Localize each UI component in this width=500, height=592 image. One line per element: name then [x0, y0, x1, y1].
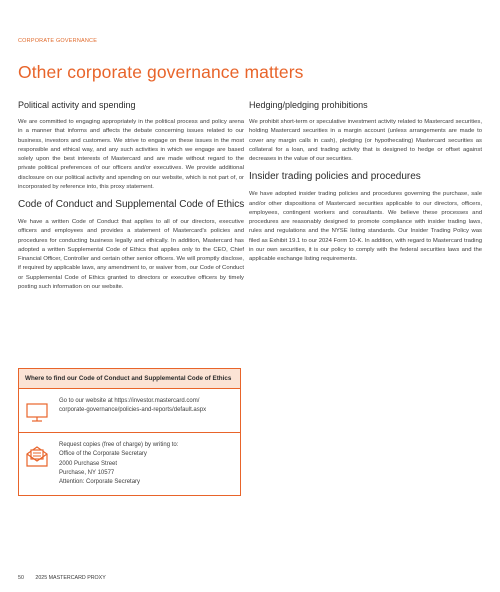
callout-website-row — [19, 389, 240, 432]
mail-line: Purchase, NY 10577 — [59, 469, 115, 476]
mail-line: Request copies (free of charge) by writing to: — [59, 442, 179, 448]
monitor-icon — [25, 400, 49, 424]
mail-line: Attention: Corporate Secretary — [59, 479, 141, 486]
website-line: Go to our website at https://investor.mastercard.com/ — [59, 398, 200, 404]
section-label: CORPORATE GOVERNANCE — [18, 38, 98, 44]
mail-instructions — [59, 441, 178, 487]
hedging-heading: Hedging/pledging prohibitions — [249, 100, 368, 110]
code-of-conduct-heading: Code of Conduct and Supplemental Code of Ethics — [18, 199, 245, 210]
page-number: 50 — [18, 575, 24, 581]
insider-trading-heading: Insider trading policies and procedures — [249, 171, 421, 183]
political-activity-body: We are committed to engaging appropriately in the political process and policy arena in a manner that informs and affects the debate concerning issues related to our business, investors and customers. We strive to engage on these issues in the most responsible and ethical way, and any such activities in which we engage are based solely upon the best interests of Mastercard and are made without regard to the private political preferences of our officers and/or executives. We provide additional disclosure on our political activity and spending on our website, which is not part of, or incorporated by reference into, this proxy statement. — [18, 119, 244, 190]
mail-envelope-icon — [25, 444, 49, 468]
website-url-line[interactable]: corporate-governance/policies-and-reports/default.aspx — [59, 407, 207, 414]
page-footer — [18, 575, 106, 581]
insider-trading-body: We have adopted insider trading policies and procedures governing the purchase, sale and/or other dispositions of Mastercard securities applicable to our directors, officers, employees, contingent workers and consultants. We believe these processes and procedures are reasonably designed to promote compliance with insider trading laws, rules and regulations and the NYSE listing standards. Our Insider Trading Policy was filed as Exhibit 19.1 to our 2024 Form 10-K. In addition, with regard to Mastercard trading in our own securities, it is our policy to comply with the federal securities laws and the applicable exchange listing requirements. — [249, 191, 482, 262]
political-activity-heading: Political activity and spending — [18, 100, 136, 110]
document-name: 2025 MASTERCARD PROXY — [35, 575, 106, 581]
left-column — [18, 100, 244, 299]
right-column — [249, 100, 482, 271]
website-instructions — [59, 397, 206, 424]
code-location-callout — [18, 368, 241, 496]
callout-heading: Where to find our Code of Conduct and Supplemental Code of Ethics — [19, 369, 240, 389]
hedging-body: We prohibit short-term or speculative investment activity related to Mastercard securities, holding Mastercard securities in a margin account (unless arrangements are made to cover any margin calls in cash), pledging (or hypothecating) Mastercard securities as collateral for a loan, and trading activity that is designed to hedge or offset against decreases in the value of our securities. — [249, 119, 482, 162]
mail-line: 2000 Purchase Street — [59, 460, 118, 467]
page-title: Other corporate governance matters — [18, 62, 304, 82]
callout-mail-row — [19, 432, 240, 495]
mail-line: Office of the Corporate Secretary — [59, 451, 147, 458]
code-of-conduct-body: We have a written Code of Conduct that applies to all of our directors, executive officers and employees and provides a statement of Mastercard's policies and procedures for conducting business legally and ethically. In addition, Mastercard has adopted a written Supplemental Code of Ethics that applies only to the CEO, Chief Financial Officer, Controller and certain other senior officers. We will promptly disclose, if required by applicable laws, any amendment to, or waiver from, our Code of Conduct or Supplemental Code of Ethics granted to directors or executive officers by timely posting such information on our website. — [18, 219, 244, 290]
